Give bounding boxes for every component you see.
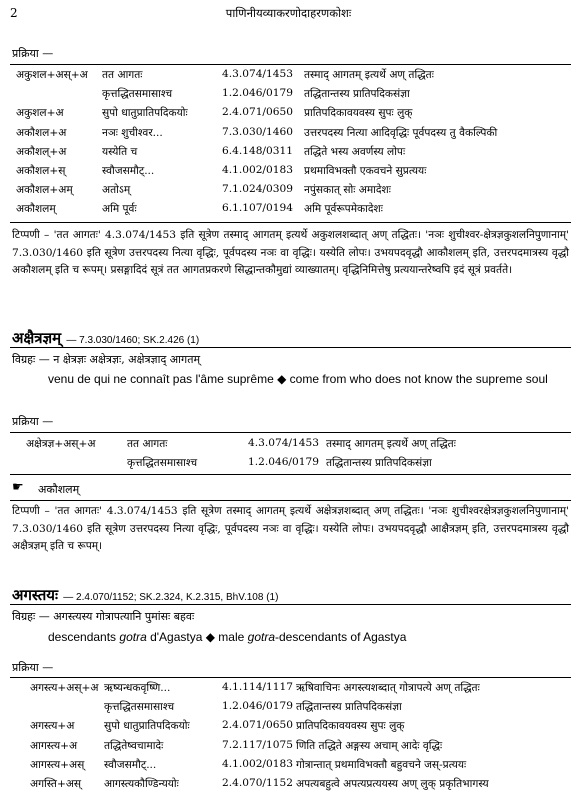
pointing-hand-icon: ☛ — [12, 480, 24, 495]
table-row — [12, 106, 571, 124]
table-cell: प्रातिपदिकावयवस्य सुपः लुक् — [296, 720, 405, 733]
table-row — [12, 68, 571, 86]
table-row — [12, 87, 571, 105]
table-cell: तत आगतः — [127, 438, 168, 450]
table-cell: 4.1.114/1117 — [222, 681, 293, 693]
table-row — [12, 777, 571, 795]
table-cell: अगस्त्य+अस्+अ — [30, 682, 99, 694]
table-rule-top — [10, 432, 571, 433]
table-cell: अगस्त्य+अ — [30, 720, 75, 733]
page-title: पाणिनीयव्याकरणोदाहरणकोशः — [225, 6, 352, 20]
table-cell: अकौशल+अम् — [16, 184, 73, 197]
headword-agastayah — [12, 585, 278, 605]
table-rule-bottom — [10, 474, 571, 475]
table-cell: प्रथमाविभक्तौ एकवचने सुप्रत्ययः — [304, 165, 427, 177]
table-cell: प्रातिपदिकावयवस्य सुपः लुक् — [304, 107, 413, 120]
table-row — [12, 700, 571, 718]
table-cell: 4.3.074/1453 — [248, 437, 319, 449]
table-cell: 7.1.024/0309 — [222, 183, 293, 196]
table-cell: 2.4.070/1152 — [222, 777, 293, 789]
table-cell: अकौशल+स् — [16, 165, 66, 177]
table-rule-top — [10, 64, 571, 65]
table-rule-top — [10, 677, 571, 678]
prakriya-label: प्रक्रिया — — [12, 661, 54, 674]
table-cell: 7.3.030/1460 — [222, 125, 293, 138]
table-cell: अक्षेत्रज्ञ+अस्+अ — [26, 438, 96, 450]
vigraha: विग्रहः — न क्षेत्रज्ञः अक्षेत्रज्ञः, अक्षेत्रज्ञाद् आगतम् — [12, 353, 201, 366]
table-cell: यस्येति च — [102, 145, 138, 158]
table-cell: अकौशल्+अ — [16, 145, 67, 158]
table-cell: अमि पूर्वरूपमेकादेशः — [304, 203, 383, 216]
table-cell: ऋषिवाचिनः अगस्त्यशब्दात् गोत्रापत्ये अण् तद्धितः — [296, 682, 480, 694]
table-cell: स्वौजसमौट्... — [104, 758, 157, 771]
table-cell: तस्माद् आगतम् इत्यर्थे अण् तद्धितः — [304, 69, 434, 81]
table-row — [12, 164, 571, 182]
table-cell: स्वौजसमौट्... — [102, 165, 155, 177]
table-cell: अगस्ति+अस् — [30, 778, 82, 790]
headword-akshaitrajnam — [12, 328, 199, 348]
table-cell: आगस्त्य+अ — [30, 739, 78, 752]
cross-reference: अकौशलम् — [38, 483, 80, 496]
headword-ref: — 7.3.030/1460; SK.2.426 (1) — [66, 335, 200, 346]
table-cell: 2.4.071/0650 — [222, 719, 293, 732]
table-cell: अकौशलम् — [16, 203, 56, 216]
table-cell: अतोऽम् — [102, 184, 131, 197]
table-cell: कृत्तद्धितसमासाश्च — [104, 701, 175, 714]
table-row — [12, 719, 571, 737]
translation-gloss: venu de qui ne connaît pas l'âme suprême ◆ come from who does not know the supreme soul — [48, 372, 548, 386]
table-cell: अपत्यबहुत्वे अपत्यप्रत्ययस्य अण् लुक् प्रकृतिभागस्य — [296, 778, 489, 790]
table-cell: उत्तरपदस्य नित्या आदिवृद्धिः पूर्वपदस्य तु वैकल्पिकी — [304, 126, 498, 139]
table-row — [12, 126, 571, 144]
table-cell: णिति तद्धिते अङ्गस्य अचाम् आदेः वृद्धिः — [296, 739, 443, 752]
table-row — [12, 456, 571, 474]
table-cell: आगस्त्य+अस् — [30, 758, 85, 771]
table-cell: 7.2.117/1075 — [222, 738, 293, 751]
table-cell: नञः शुचीश्वर... — [102, 126, 163, 139]
table-cell: आगस्त्यकौण्डिन्ययोः — [104, 778, 179, 790]
section-rule — [10, 347, 571, 348]
table-rule-bottom — [10, 222, 571, 223]
tippani-2: टिप्पणी – 'तत आगतः' 4.3.074/1453 इति सूत्रेण तस्माद् आगतम् इत्यर्थे अक्षेत्रज्ञशब्दात् अण् तद्धितः। 'नञः शुचीश्वरक्षेत्रज्ञकुशलनिपुणानाम्' 7.3.030/1460 इति सूत्रेण उत्तरपदस्य नित्या वृद्धिः, पूर्वपदस्य नञः वा वृद्धिः। यस्येति लोपः। उभयपदवृद्धौ आक्षैत्रज्ञम् इति, उत्तरपदमात्रस्य वृद्धौ अक्षैत्रज्ञम् इति च रूपम्। — [12, 505, 569, 552]
headword-text: अगस्तयः — [12, 586, 59, 604]
table-cell: सुपो धातुप्रातिपदिकयोः — [102, 107, 188, 120]
table-cell: 4.3.074/1453 — [222, 68, 293, 80]
table-cell: 2.4.071/0650 — [222, 106, 293, 119]
section-rule — [10, 604, 571, 605]
table-cell: तद्धितान्तस्य प्रातिपदिकसंज्ञा — [296, 701, 402, 714]
table-cell: तद्धिते भस्य अवर्णस्य लोपः — [304, 145, 406, 158]
table-cell: अकुशल+अ — [16, 107, 64, 120]
table-cell: सुपो धातुप्रातिपदिकयोः — [104, 720, 190, 733]
table-cell: कृत्तद्धितसमासाश्च — [102, 88, 173, 101]
table-cell: ऋष्यन्धकवृष्णि... — [104, 682, 171, 694]
tippani-1: टिप्पणी – 'तत आगतः' 4.3.074/1453 इति सूत्रेण तस्माद् आगतम् इत्यर्थे अकुशलशब्दात् अण् तद्धितः। 'नञः शुचीश्वर-क्षेत्रज्ञकुशलनिपुणानाम्' 7.3.030/1460 इति सूत्रेण उत्तरपदस्य नित्या वृद्धिः, पूर्वपदस्य नञः वा वृद्धिः। यस्येति लोपः। उभयपदवृद्धौ आकौशलम् इति, उत्तरपदमात्रस्य वृद्धौ अकौशलम् इति च रूपम्। प्रसङ्गादिदं सूत्रं तत आगतप्रकरणे सिद्धान्तकौमुद्यां व्याख्यातम्। वृद्धिनिमित्तेषु प्रत्ययान्तरेष्वपि इदं सूत्रं प्रवर्तते। — [12, 229, 569, 276]
table-cell: 1.2.046/0179 — [248, 455, 319, 468]
table-row — [12, 681, 571, 699]
table-cell: गोत्रान्तात् प्रथमाविभक्तौ बहुवचने जस्-प्रत्ययः — [296, 758, 467, 771]
headword-ref: — 2.4.070/1152; SK.2.324, K.2.315, BhV.108 (1) — [63, 592, 279, 603]
table-row — [12, 758, 571, 776]
table-cell: अकुशल+अस्+अ — [16, 69, 88, 81]
table-cell: 1.2.046/0179 — [222, 700, 293, 713]
table-cell: तद्धितेष्वचामादेः — [104, 739, 164, 752]
table-row — [12, 145, 571, 163]
table-cell: नपुंसकात् सोः अमादेशः — [304, 184, 391, 197]
page-number: 2 — [10, 6, 18, 20]
headword-text: अक्षैत्रज्ञम् — [12, 329, 62, 347]
vigraha: विग्रहः — अगस्त्यस्य गोत्रापत्यानि पुमांसः बहवः — [12, 610, 195, 623]
prakriya-label: प्रक्रिया — — [12, 415, 54, 428]
table-cell: तद्धितान्तस्य प्रातिपदिकसंज्ञा — [326, 456, 432, 469]
table-cell: 6.1.107/0194 — [222, 202, 293, 215]
table-row — [12, 437, 571, 455]
table-row — [12, 739, 571, 757]
table-cell: अमि पूर्वः — [102, 203, 137, 216]
table-cell: 1.2.046/0179 — [222, 87, 293, 100]
table-row — [12, 183, 571, 201]
table-cell: 4.1.002/0183 — [222, 164, 293, 176]
table-cell: अकौशल+अ — [16, 126, 67, 139]
section-rule — [10, 500, 571, 501]
prakriya-label: प्रक्रिया — — [12, 47, 54, 60]
table-cell: 4.1.002/0183 — [222, 757, 293, 770]
table-cell: तस्माद् आगतम् इत्यर्थे अण् तद्धितः — [326, 438, 456, 450]
translation-gloss: descendants gotra d'Agastya ◆ male gotra-descendants of Agastya — [48, 630, 407, 644]
table-cell: तद्धितान्तस्य प्रातिपदिकसंज्ञा — [304, 88, 410, 101]
table-cell: तत आगतः — [102, 69, 143, 81]
table-cell: कृत्तद्धितसमासाश्च — [127, 456, 198, 469]
table-cell: 6.4.148/0311 — [222, 144, 293, 157]
table-row — [12, 202, 571, 220]
